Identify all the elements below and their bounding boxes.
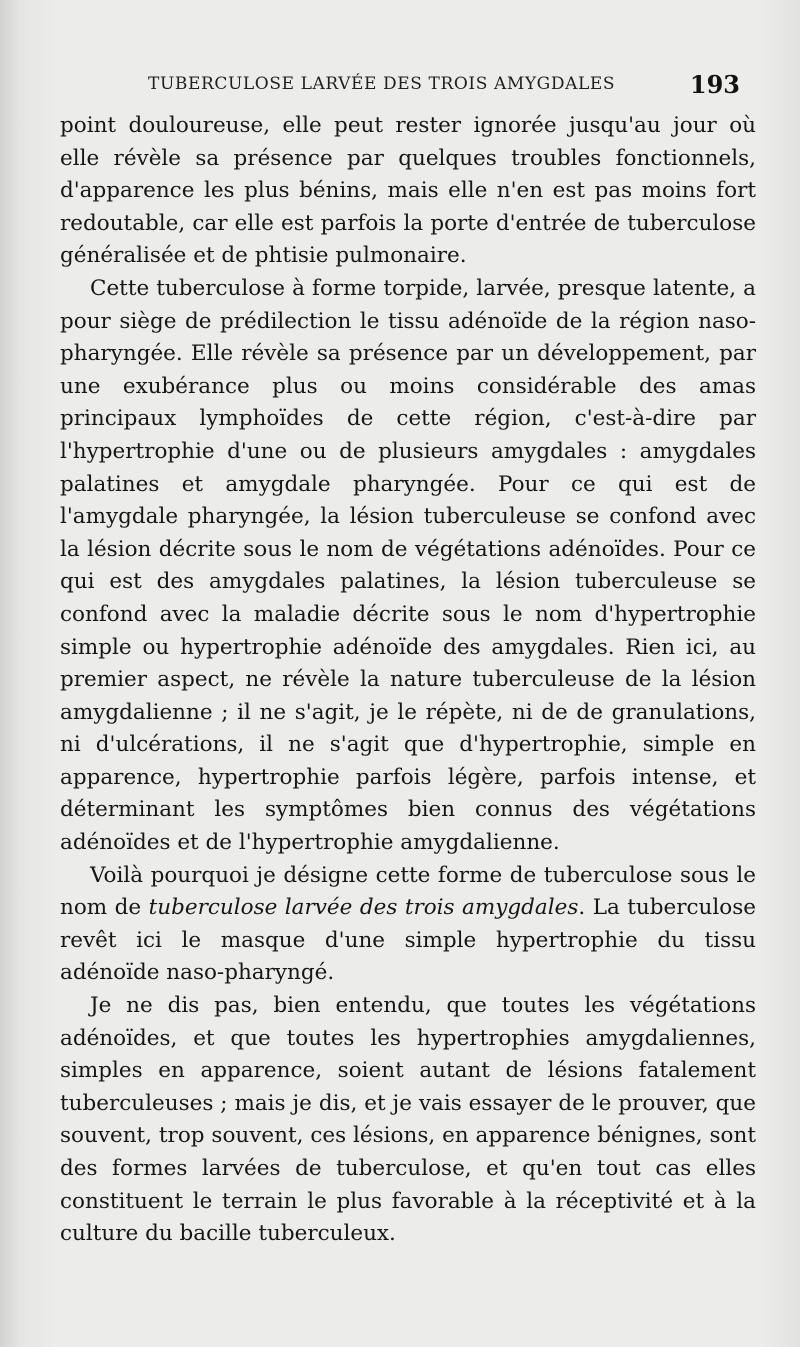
paragraph-text-before-italic: Voilà pourquoi je désigne cette forme de tuberculose sous le nom de xyxy=(60,862,756,921)
page-number: 193 xyxy=(689,70,740,99)
paragraph-continuation: point douloureuse, elle peut rester ignorée jusqu'au jour où elle révèle sa présence par quelques troubles fonctionnels, d'apparence les plus bénins, mais elle n'en est pas moins fort redoutable, car elle est parfois la porte d'entrée de tuberculose généralisée et de phtisie pulmonaire. xyxy=(60,113,756,269)
paragraph-text-after-italic: . La tuberculose revêt ici le masque d'une simple hypertrophie du tissu adénoïde naso-pharyngé. xyxy=(60,895,756,986)
page-header xyxy=(64,70,740,102)
running-title: TUBERCULOSE LARVÉE DES TROIS AMYGDALES xyxy=(148,74,616,94)
italic-term: tuberculose larvée des trois amygdales xyxy=(148,895,579,921)
paragraph-tuberculose-torpide: Cette tuberculose à forme torpide, larvée, presque latente, a pour siège de prédilection le tissu adénoïde de la région naso-pharyngée. Elle révèle sa présence par un développement, par une exubérance plus ou moins considérable des amas principaux lymphoïdes de cette région, c'est-à-dire par l'hypertrophie d'une ou de plusieurs amygdales : amygdales palatines et amygdale pharyngée. Pour ce qui est de l'amygdale pharyngée, la lésion tuberculeuse se confond avec la lésion décrite sous le nom de végétations adénoïdes. Pour ce qui est des amygdales palatines, la lésion tuberculeuse se confond avec la maladie décrite sous le nom d'hypertrophie simple ou hypertrophie adénoïde des amygdales. Rien ici, au premier aspect, ne révèle la nature tuberculeuse de la lésion amygdalienne ; il ne s'agit, je le répète, ni de de granulations, ni d'ulcérations, il ne s'agit que d'hypertrophie, simple en apparence, hypertrophie parfois légère, parfois intense, et déterminant les symptômes bien connus des végétations adénoïdes et de l'hypertrophie amygdalienne. xyxy=(60,275,756,856)
paragraph-je-ne-dis-pas: Je ne dis pas, bien entendu, que toutes les végétations adénoïdes, et que toutes les hypertrophies amygdaliennes, simples en apparence, soient autant de lésions fatalement tuberculeuses ; mais je dis, et je vais essayer de le prouver, que souvent, trop souvent, ces lésions, en apparence bénignes, sont des formes larvées de tuberculose, et qu'en tout cas elles constituent le terrain le plus favorable à la réceptivité et à la culture du bacille tuberculeux. xyxy=(60,993,756,1247)
body-text xyxy=(60,110,756,1251)
paragraph-voila-pourquoi xyxy=(60,860,756,990)
